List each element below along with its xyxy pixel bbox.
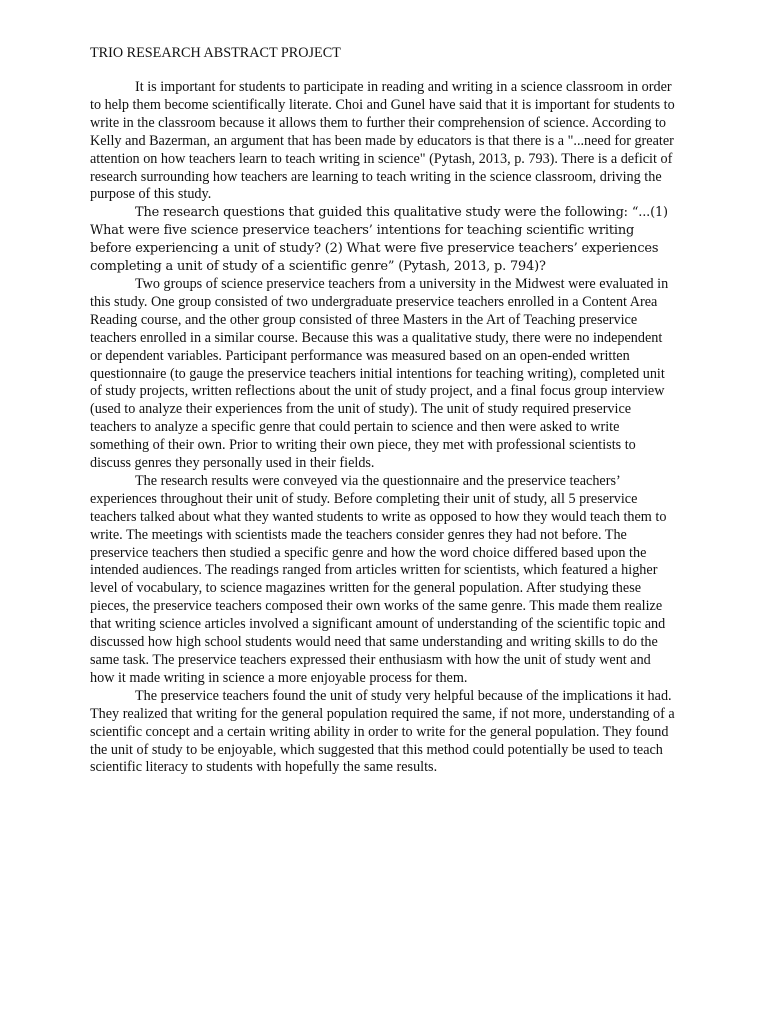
paragraph-results: The research results were conveyed via the questionnaire and the preservice teachers’ experiences throughout their unit of study. Before completing their unit of study, all 5 preservice teachers talked about what they wanted students to write as opposed to how they would teach them to write. The meetings with scientists made the teachers consider genres they had not before. The preservice teachers then studied a specific genre and how the word choice differed based upon the intended audiences. The readings ranged from articles written for scientists, which featured a higher level of vocabulary, to science magazines written for the general population. After studying these pieces, the preservice teachers composed their own works of the same genre. This made them realize that writing science articles involved a significant amount of understanding of the scientific topic and discussed how high school students would need that same understanding and writing skills to do the same task. The preservice teachers expressed their enthusiasm with how the unit of study went and how it made writing in science a more enjoyable process for them. (90, 472, 667, 686)
paragraph-methods: Two groups of science preservice teachers from a university in the Midwest were evaluated in this study. One group consisted of two undergraduate preservice teachers enrolled in a Content Area Reading course, and the other group consisted of three Masters in the Art of Teaching preservice teachers enrolled in a similar course. Because this was a qualitative study, there were no independent or dependent variables. Participant performance was measured based on an open-ended written questionnaire (to gauge the preservice teachers initial intentions for teaching writing), completed unit of study projects, written reflections about the unit of study project, and a final focus group interview (used to analyze their experiences from the unit of study). The unit of study required preservice teachers to analyze a specific genre that could pertain to science and then were asked to write something of their own. Prior to writing their own piece, they met with professional scientists to discuss genres they personally used in their fields. (90, 275, 669, 472)
document-page (90, 44, 676, 777)
document-title: TRIO RESEARCH ABSTRACT PROJECT (90, 45, 341, 61)
paragraph-conclusion: The preservice teachers found the unit of study very helpful because of the implications it had. They realized that writing for the general population required the same, if not more, understanding of a scientific concept and a certain writing ability in order to write for the general population. They found the unit of study to be enjoyable, which suggested that this method could potentially be used to teach scientific literacy to students with hopefully the same results. (90, 687, 675, 776)
paragraph-introduction: It is important for students to participate in reading and writing in a science classroom in order to help them become scientifically literate. Choi and Gunel have said that it is important for students to write in the classroom because it allows them to further their comprehension of science. According to Kelly and Bazerman, an argument that has been made by educators is that there is a "...need for greater attention on how teachers learn to teach writing in science" (Pytash, 2013, p. 793). There is a deficit of research surrounding how teachers are learning to teach writing in the science classroom, driving the purpose of this study. (90, 79, 675, 203)
paragraph-research-questions: The research questions that guided this qualitative study were the following: “...(1) What were five science preservice teachers’ intentions for teaching scientific writing before experiencing a unit of study? (2) What were five preservice teachers’ experiences completing a unit of study of a scientific genre” (Pytash, 2013, p. 794)? (90, 205, 668, 275)
